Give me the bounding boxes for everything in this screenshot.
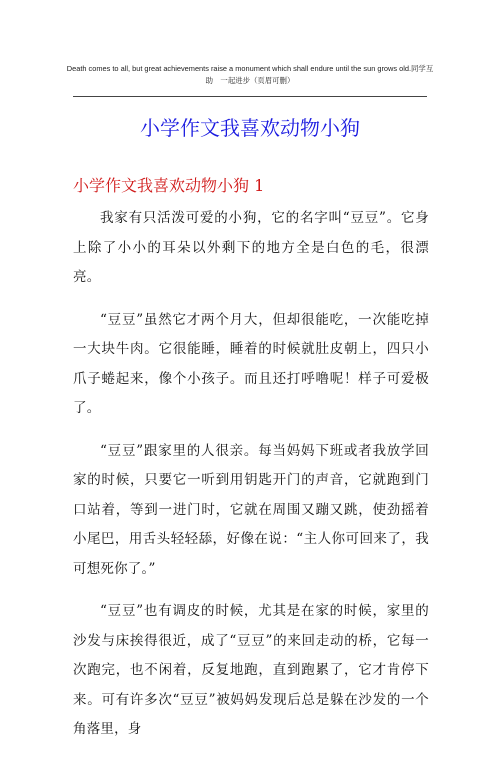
header-quote: Death comes to all, but great achievements raise a monument which shall endure until the sun grows old.同学互 (66, 64, 434, 73)
paragraph: 我家有只活泼可爱的小狗，它的名字叫“豆豆”。它身上除了小小的耳朵以外剩下的地方全是白色的毛，很漂亮。 (73, 210, 429, 285)
page-header (60, 63, 440, 87)
paragraph: “豆豆”虽然它才两个月大，但却很能吃，一次能吃掉一大块牛肉。它很能睡，睡着的时候就肚皮朝上，四只小爪子蜷起来，像个小孩子。而且还打呼噜呢！样子可爱极了。 (73, 311, 429, 416)
header-divider (73, 96, 427, 97)
essay-body (73, 204, 429, 758)
header-note: 助 一起进步（页眉可删） (205, 76, 295, 85)
document-title: 小学作文我喜欢动物小狗 (140, 116, 360, 140)
paragraph: “豆豆”也有调皮的时候，尤其是在家的时候，家里的沙发与床挨得很近，成了“豆豆”的来回走动的桥，它每一次跑完，也不闲着，反复地跑，直到跑累了，它才肯停下来。可有许多次“豆豆”被妈妈发现后总是躲在沙发的一个角落里，身 (73, 603, 429, 737)
paragraph: “豆豆”跟家里的人很亲。每当妈妈下班或者我放学回家的时候，只要它一听到用钥匙开门的声音，它就跑到门口站着，等到一进门时，它就在周围又蹦又跳，使劲摇着小尾巴，用舌头轻轻舔，好像在说：“主人你可回来了，我可想死你了。” (73, 442, 429, 577)
section-heading: 小学作文我喜欢动物小狗 1 (73, 176, 265, 195)
